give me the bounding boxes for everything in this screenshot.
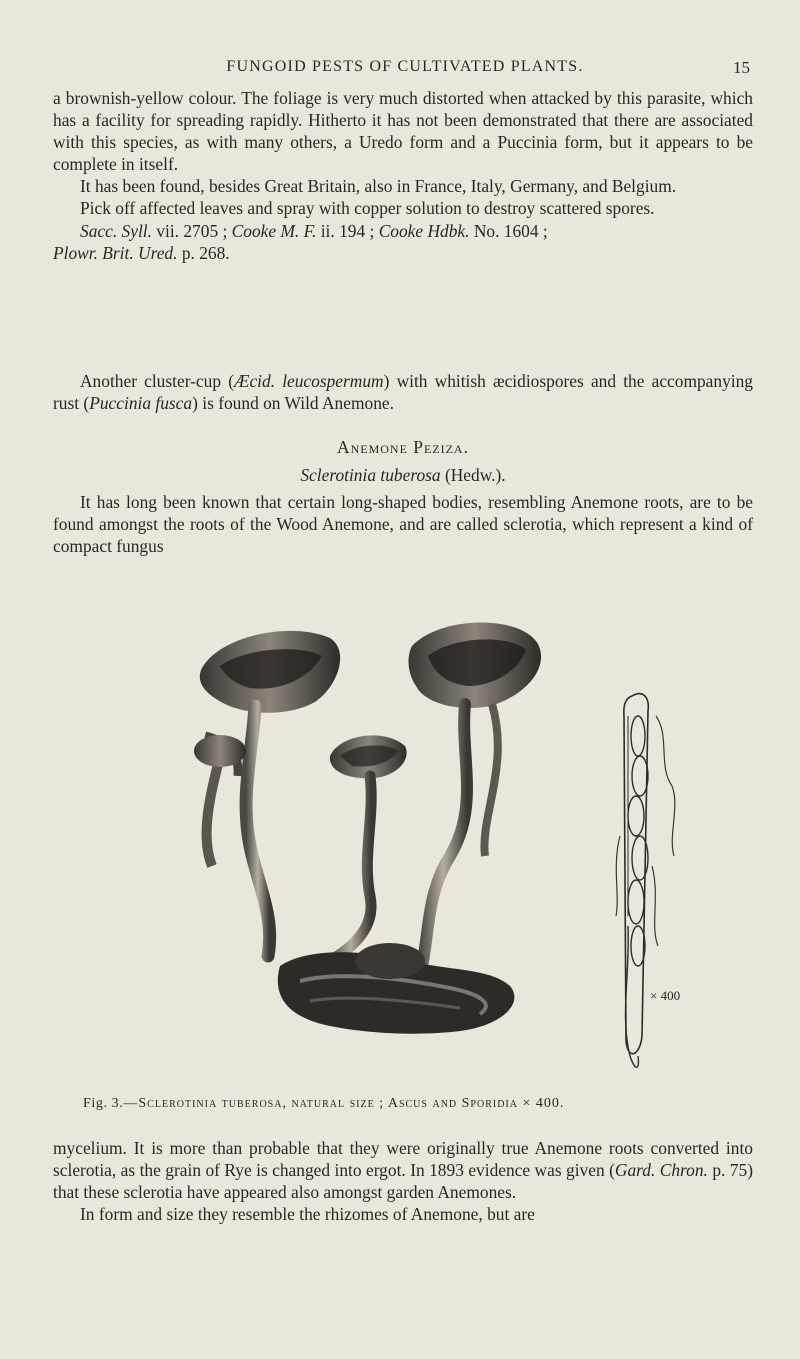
cluster-cup-middle: ) with whitish æcidiospores and the accompanying rust (: [53, 371, 754, 414]
species-name: Sclerotinia tuberosa: [300, 465, 441, 486]
paragraph-distribution: It has been found, besides Great Britain, also in France, Italy, Germany, and Belgium.: [80, 176, 677, 197]
paragraph-references: [53, 220, 753, 264]
paragraph-cluster-cup: [53, 370, 753, 414]
figure-caption: [83, 1096, 763, 1112]
figure-caption-text: —Sclerotinia tuberosa, natural size ; Ascus and Sporidia × 400.: [123, 1096, 565, 1111]
sclerotium-mass: [278, 943, 515, 1034]
species-author: (Hedw.).: [440, 465, 506, 486]
mycelium-text-end: p. 75) that these sclerotia have appeared also amongst garden Anemones.: [53, 1160, 753, 1203]
ref-plowr-detail: p. 268.: [177, 242, 230, 263]
aecid-name: Æcid. leucospermum: [233, 371, 384, 391]
running-header: [60, 58, 750, 82]
closing-text: [53, 1137, 753, 1225]
running-title: FUNGOID PESTS OF CULTIVATED PLANTS.: [226, 58, 584, 75]
species-line: [53, 464, 753, 486]
paragraph-sclerotia: It has long been known that certain long-shaped bodies, resembling Anemone roots, are to be found amongst the roots of the Wood Anemone, and are called sclerotia, which represent a kind of compact fungus: [53, 492, 753, 557]
ref-cooke-hdbk-detail: No. 1604 ;: [469, 220, 548, 241]
middle-apothecium: [330, 735, 407, 961]
ref-cooke-hdbk: Cooke Hdbk.: [378, 220, 470, 241]
page-number: 15: [733, 58, 750, 77]
right-apothecium: [409, 622, 542, 976]
paragraph-colour: a brownish-yellow colour. The foliage is very much distorted when attacked by this parasite, which has a facility for spreading rapidly. Hitherto it has not been demonstrated that there are associated with this species, as with many others, a Uredo form and a Puccinia form, but it appears to be complete in itself.: [53, 88, 753, 175]
cluster-cup-text: [53, 370, 753, 414]
mycelium-text: mycelium. It is more than probable that they were originally true Anemone roots converted into sclerotia, as the grain of Rye is changed into ergot. In 1893 evidence was given (: [53, 1138, 753, 1181]
paragraph-form: In form and size they resemble the rhizomes of Anemone, but are: [80, 1204, 535, 1225]
gard-chron-ref: Gard. Chron.: [614, 1160, 708, 1181]
ref-cooke-mf: Cooke M. F.: [231, 220, 317, 241]
cluster-cup-end: ) is found on Wild Anemone.: [192, 393, 394, 414]
anemone-section: [53, 436, 753, 557]
ref-plowr: Plowr. Brit. Ured.: [53, 242, 178, 263]
magnification-label: × 400: [650, 988, 681, 1003]
paragraph-treatment: Pick off affected leaves and spray with copper solution to destroy scattered spores.: [80, 198, 655, 219]
section-heading: Anemone Peziza.: [337, 437, 469, 457]
puccinia-name: Puccinia fusca: [89, 393, 193, 414]
opening-text: [53, 87, 753, 264]
left-apothecium: [194, 631, 340, 956]
ascus-illustration: [616, 694, 680, 1068]
sporidia: [628, 716, 648, 966]
ref-cooke-mf-detail: ii. 194 ;: [316, 220, 379, 241]
ref-sacc-detail: vii. 2705 ;: [151, 220, 232, 241]
paragraph-mycelium: [53, 1137, 753, 1203]
sclerotinia-figure: [180, 616, 740, 1086]
figure-number: Fig. 3.: [83, 1096, 124, 1111]
ref-sacc: Sacc. Syll.: [80, 220, 152, 241]
cluster-cup-intro: Another cluster-cup (: [80, 371, 234, 391]
